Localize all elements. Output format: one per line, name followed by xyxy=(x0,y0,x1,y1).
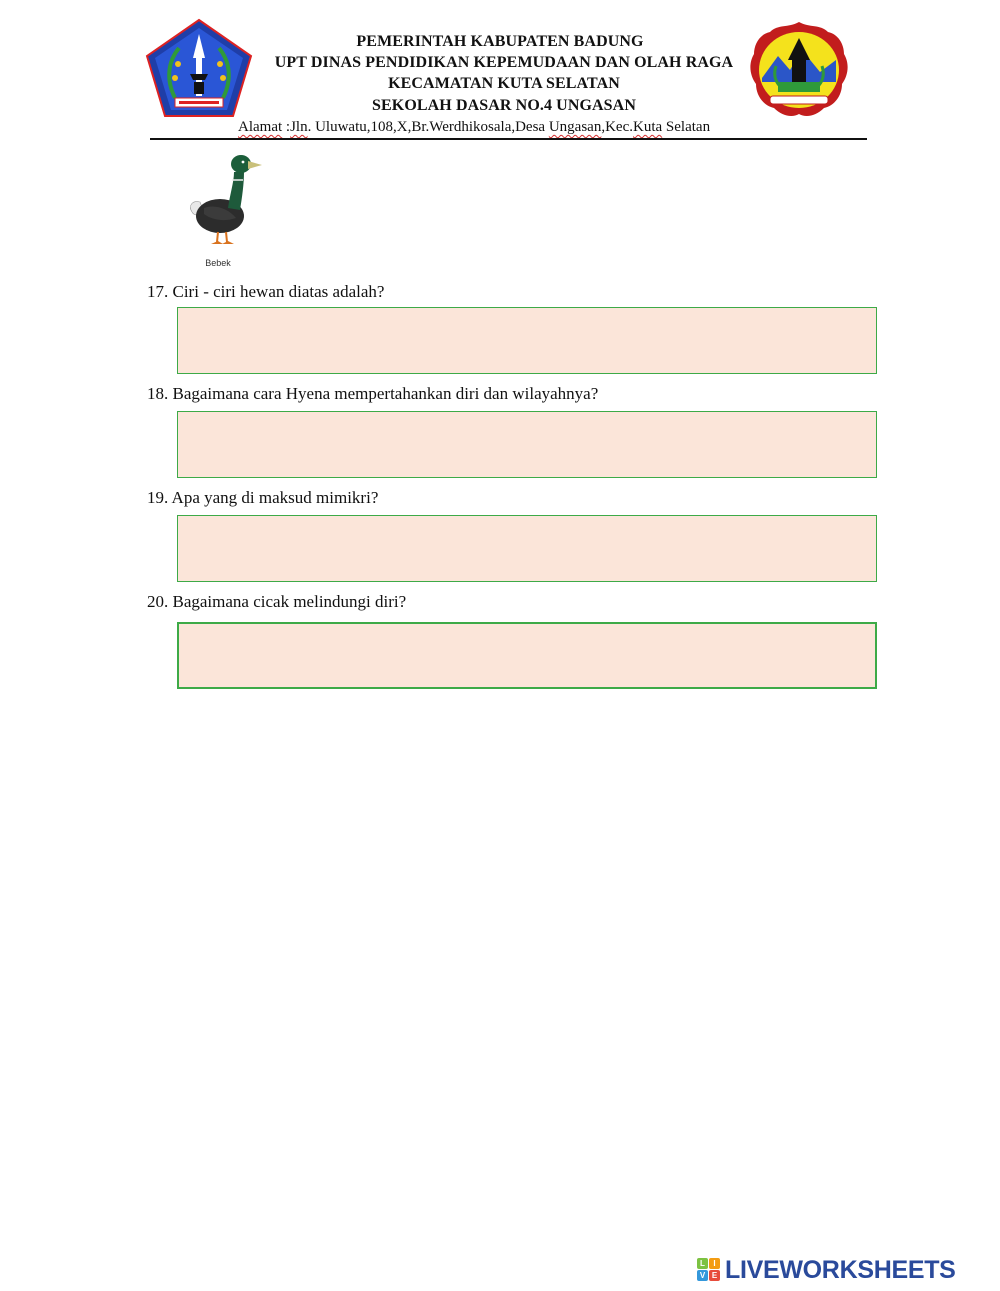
address-district-suffix: Selatan xyxy=(662,119,711,135)
address-village: Ungasan xyxy=(548,119,602,135)
header-divider xyxy=(150,138,867,140)
question-17: 17. Ciri - ciri hewan diatas adalah? xyxy=(147,282,385,301)
watermark-block-e: E xyxy=(709,1270,720,1281)
address-street-prefix: Jln xyxy=(290,119,308,135)
watermark-text: LIVEWORKSHEETS xyxy=(725,1255,956,1284)
school-logo xyxy=(748,20,850,120)
header-line-2: UPT DINAS PENDIDIKAN KEPEMUDAAN DAN OLAH RAGA xyxy=(274,54,734,71)
question-18: 18. Bagaimana cara Hyena mempertahankan diri dan wilayahnya? xyxy=(147,384,599,403)
question-19: 19. Apa yang di maksud mimikri? xyxy=(147,488,379,507)
school-address xyxy=(238,119,710,136)
watermark-block-l: L xyxy=(697,1258,708,1269)
address-district-prefix: ,Kec. xyxy=(601,119,633,135)
address-district: Kuta xyxy=(633,119,663,135)
header-line-3: KECAMATAN KUTA SELATAN xyxy=(388,75,620,92)
address-colon: : xyxy=(282,119,291,135)
answer-20-input[interactable] xyxy=(177,622,877,689)
liveworksheets-blocks-icon xyxy=(697,1258,721,1282)
answer-17-input[interactable] xyxy=(177,307,877,374)
question-20: 20. Bagaimana cicak melindungi diri? xyxy=(147,592,407,611)
watermark-block-i: I xyxy=(709,1258,720,1269)
header-line-4: SEKOLAH DASAR NO.4 UNGASAN xyxy=(372,97,636,114)
address-label: Alamat xyxy=(238,119,283,135)
duck-caption: Bebek xyxy=(205,258,231,268)
liveworksheets-watermark xyxy=(697,1255,956,1285)
answer-19-input[interactable] xyxy=(177,515,877,582)
answer-18-input[interactable] xyxy=(177,411,877,478)
watermark-block-v: V xyxy=(697,1270,708,1281)
address-street: . Uluwatu,108,X,Br.Werdhikosala,Desa xyxy=(307,119,549,135)
duck-illustration xyxy=(184,150,264,254)
header-line-1: PEMERINTAH KABUPATEN BADUNG xyxy=(356,33,644,50)
